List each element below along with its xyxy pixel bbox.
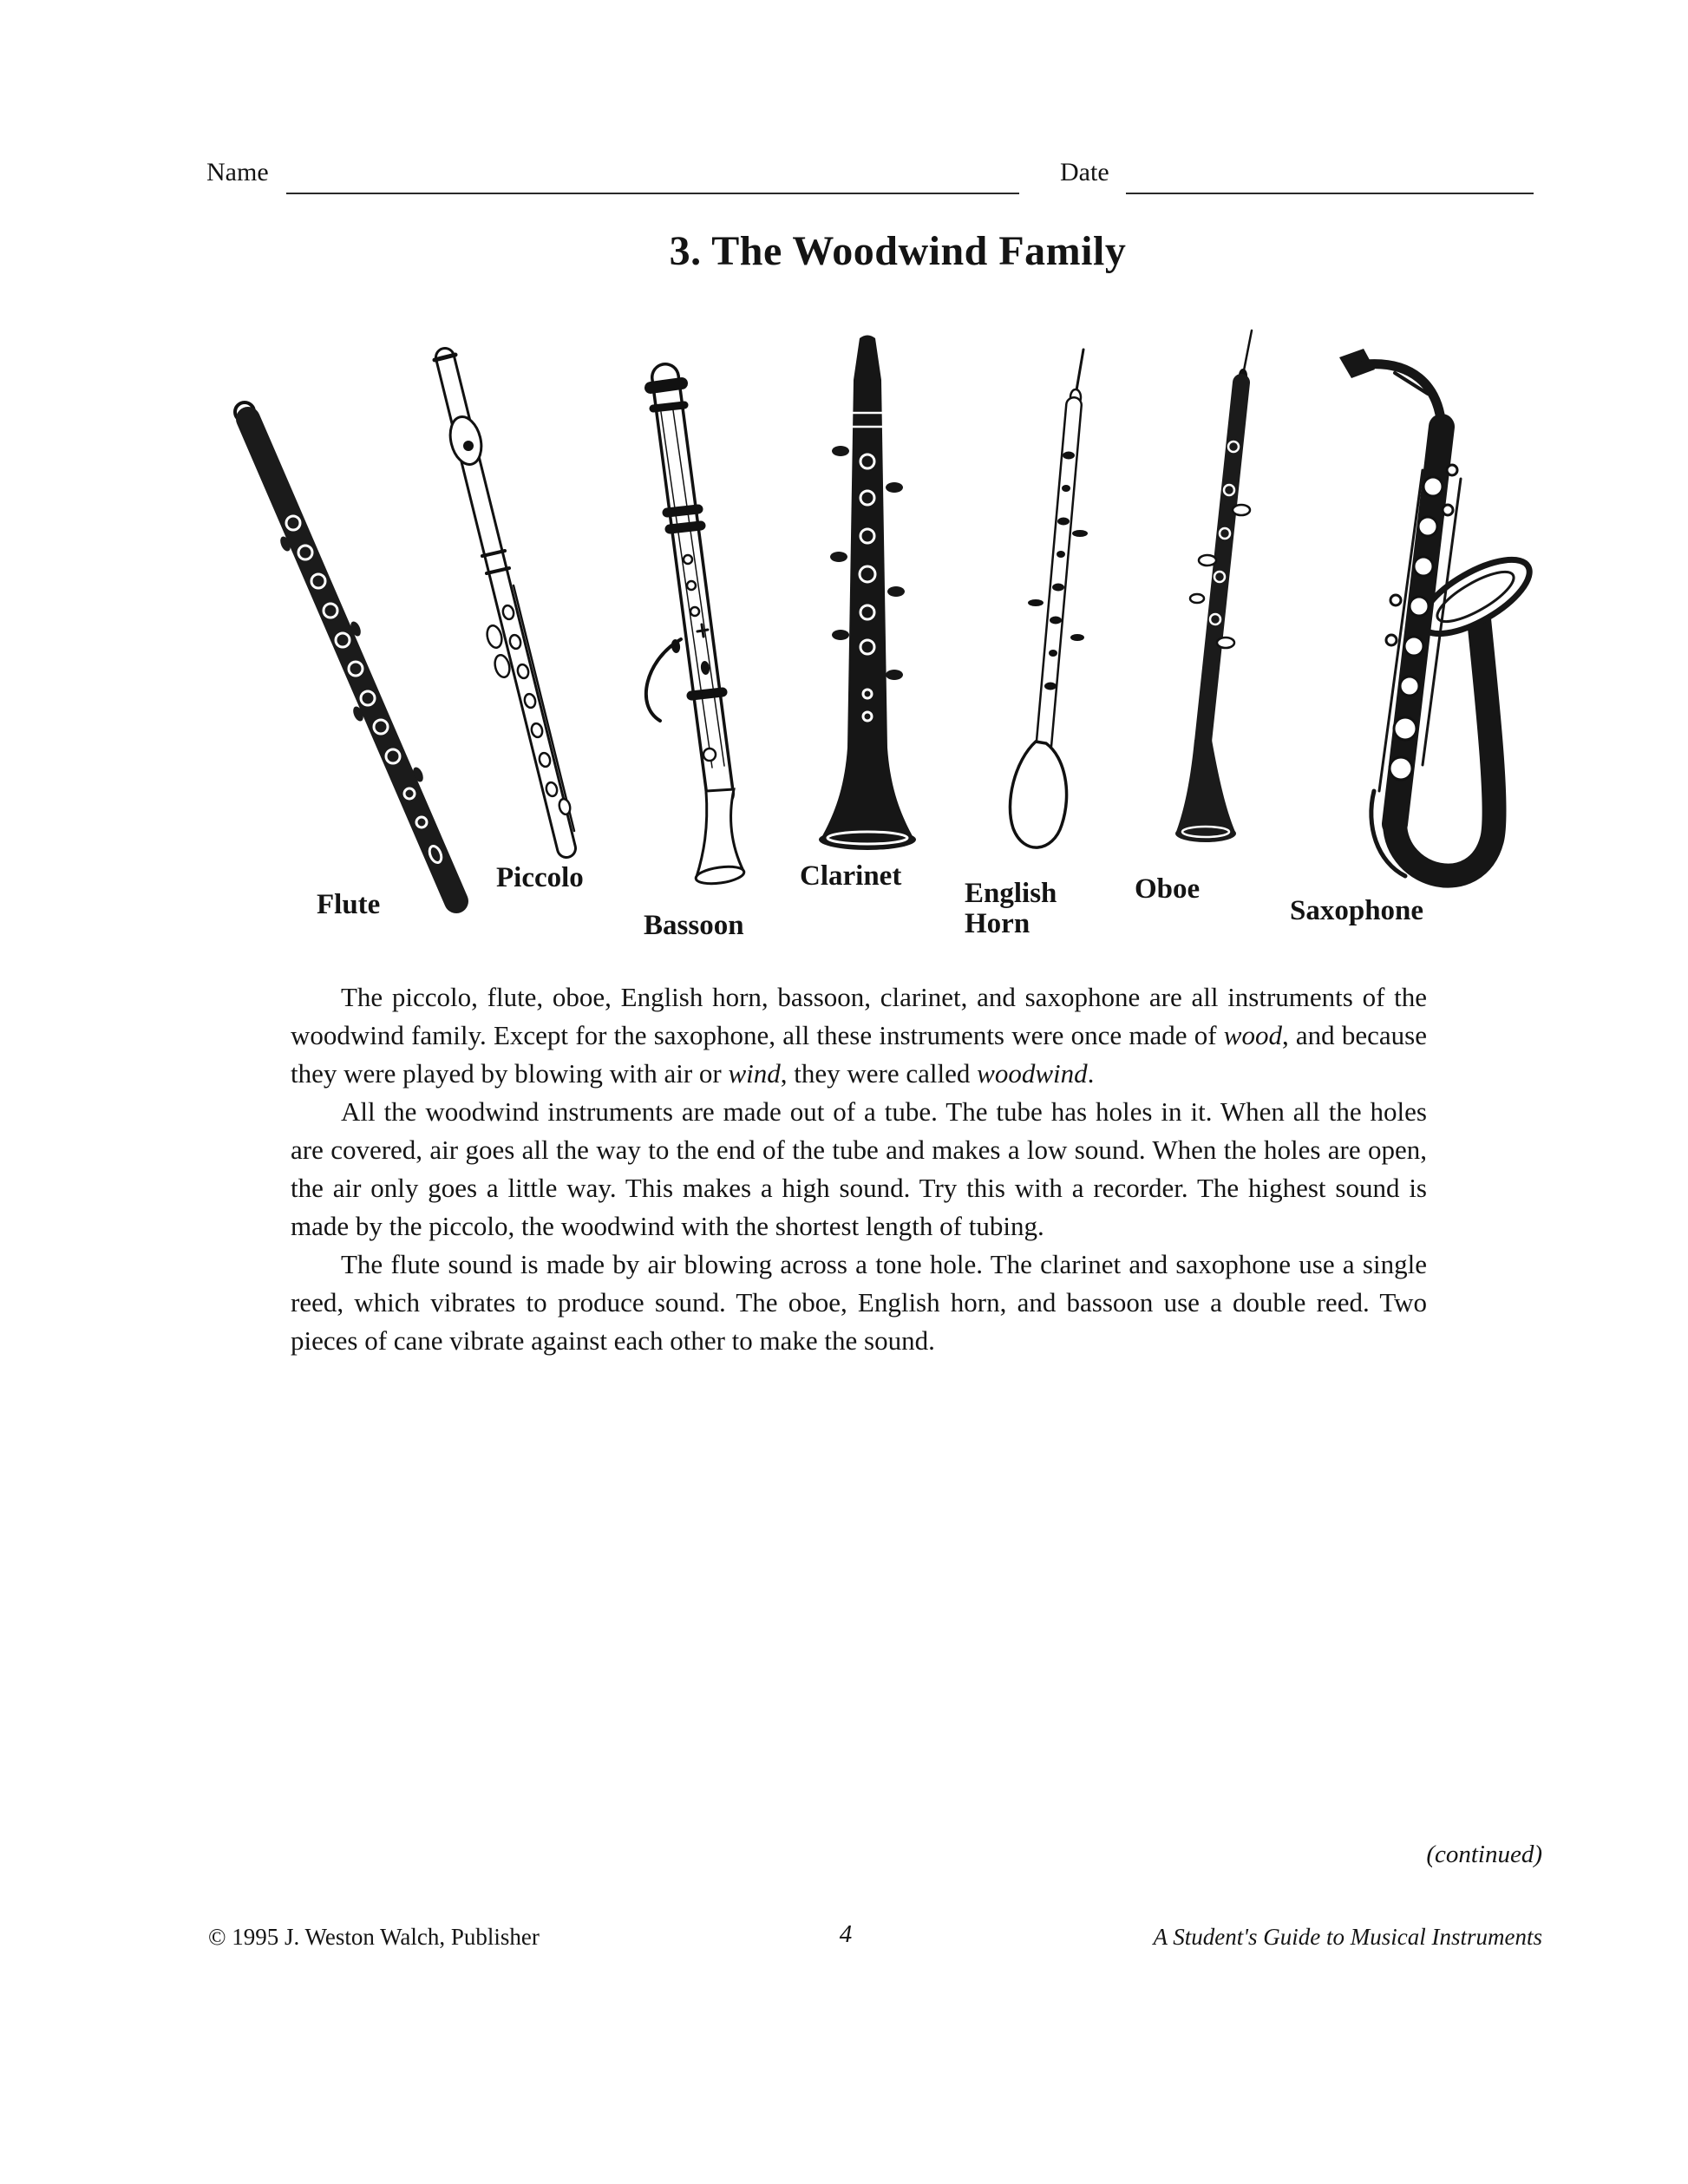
- name-blank-line: [286, 193, 1019, 194]
- saxophone-illustration: [1291, 340, 1542, 904]
- date-blank-line: [1126, 193, 1534, 194]
- instrument-label-english-horn: English Horn: [965, 878, 1057, 939]
- bassoon-illustration: [620, 360, 776, 906]
- date-label: Date: [1060, 158, 1109, 186]
- english-horn-illustration: [998, 343, 1115, 872]
- instrument-label-piccolo: Piccolo: [496, 862, 584, 893]
- name-label: Name: [206, 158, 269, 186]
- body-text: [291, 978, 1427, 1360]
- instrument-label-flute: Flute: [317, 889, 381, 920]
- instrument-label-oboe: Oboe: [1135, 873, 1201, 905]
- footer-publisher: © 1995 J. Weston Walch, Publisher: [208, 1924, 540, 1950]
- footer-page-number: 4: [839, 1920, 853, 1948]
- clarinet-illustration: [802, 330, 932, 872]
- paragraph-1: The piccolo, flute, oboe, English horn, bassoon, clarinet, and saxophone are all instruments of the woodwind family. Except for the saxophone, all these instruments were once made of wood, and because they were played by blowing with air or wind, they were called woodwind.: [291, 982, 1427, 1089]
- instrument-label-bassoon: Bassoon: [644, 910, 744, 941]
- page-title: 3. The Woodwind Family: [669, 228, 1127, 274]
- footer-book-title: A Student's Guide to Musical Instruments: [1153, 1924, 1542, 1950]
- continued-note: (continued): [1426, 1841, 1542, 1868]
- paragraph-2: All the woodwind instruments are made out of a tube. The tube has holes in it. When all the holes are covered, air goes all the way to the end of the tube and makes a low sound. When the holes are open, the air only goes a little way. This makes a high sound. Try this with a recorder. The highest sound is made by the piccolo, the woodwind with the shortest length of tubing.: [291, 1096, 1427, 1241]
- piccolo-illustration: [395, 338, 612, 867]
- oboe-illustration: [1145, 325, 1284, 876]
- instrument-label-saxophone: Saxophone: [1290, 895, 1424, 926]
- paragraph-3: The flute sound is made by air blowing across a tone hole. The clarinet and saxophone use a single reed, which vibrates to produce sound. The oboe, English horn, and bassoon use a double reed. Two pieces of cane vibrate against each other to make the sound.: [291, 1249, 1427, 1356]
- instrument-label-clarinet: Clarinet: [800, 860, 902, 892]
